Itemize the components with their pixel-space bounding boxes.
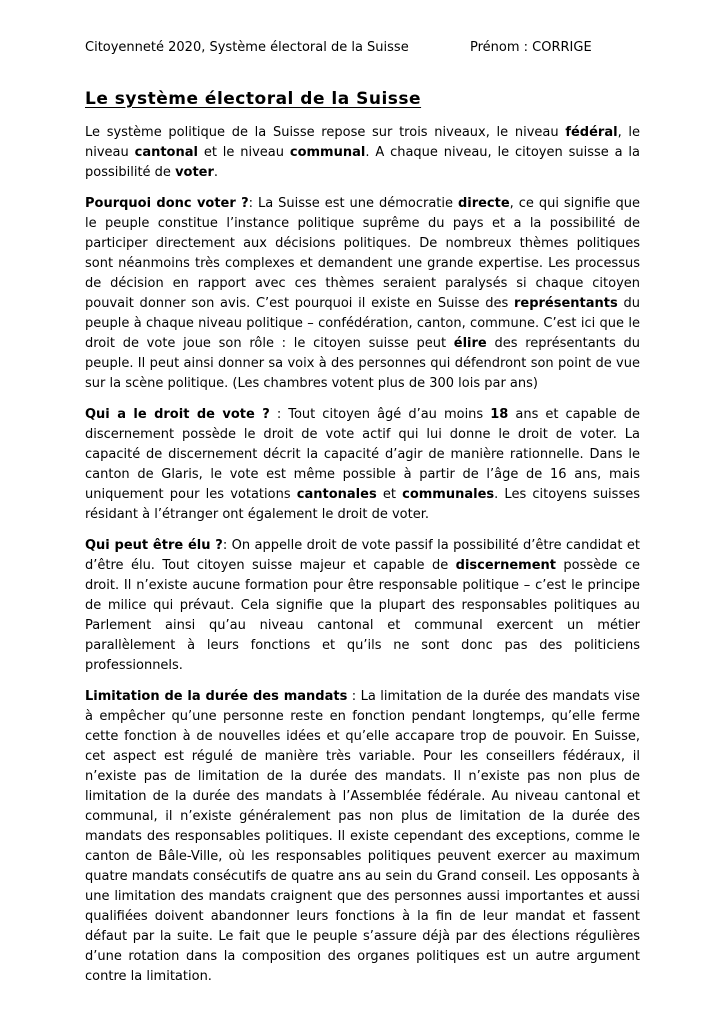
text-run: . Les citoyens suisses résidant à l’étranger ont également le droit de voter. [85,487,640,522]
text-run: : La Suisse est une démocratie [248,196,458,211]
header-name-label: Prénom : CORRIGE [470,40,592,55]
bold-text-run: 18 [490,407,509,422]
text-run: , le niveau [85,125,641,160]
bold-text-run: discernement [455,558,556,573]
text-run: et le niveau [197,145,290,160]
text-run: : La limitation de la durée des mandats vise à empêcher qu’une personne reste en fonction pendant longtemps, qu’elle ferme cette fonction à de nouvelles idées et qu’elle accapare trop de pouvoir. En Suisse, cet aspect est régulé de manière très variable. Pour les conseillers fédéraux, il n’existe pas de limitation de la durée des mandats. Il n’existe pas non plus de limitation de la durée des mandats à l’Assemblée fédérale. Au niveau cantonal et communal, il n’existe généralement pas non plus de limitation de la durée des mandats des responsables politiques. Il existe cependant des exceptions, comme le canton de Bâle-Ville, où les responsables politiques peuvent exercer au maximum quatre mandats consécutifs de quatre ans au sein du Grand conseil. Les opposants à une limitation des mandats craignent que des personnes aussi importantes et aussi qualifiées doivent abandonner leurs fonctions à la fin de leur mandat et fassent défaut par la suite. Le fait que le peuple s’assure déjà par des élections régulières d’une rotation dans la composition des organes politiques est un autre argument contre la limitation. [85,689,640,984]
bold-text-run: directe [457,196,510,211]
paragraph [85,536,640,676]
paragraph [85,687,640,987]
bold-text-run: communal [289,145,366,160]
bold-text-run: Pourquoi donc voter ? [85,196,249,211]
text-run: . A chaque niveau, le citoyen suisse a la possibilité de [85,145,641,180]
text-run: des représentants du peuple. Il peut ainsi donner sa voix à des personnes qui défendront son point de vue sur la scène politique. (Les chambres votent plus de 300 lois par ans) [85,336,640,391]
text-run: : Tout citoyen âgé d’au moins [269,407,491,422]
text-run: et [376,487,403,502]
paragraph [85,405,640,525]
bold-text-run: représentants [513,296,618,311]
bold-text-run: cantonales [296,487,377,502]
bold-text-run: Qui peut être élu ? [85,538,223,553]
text-run: du peuple à chaque niveau politique – confédération, canton, commune. C’est ici que le droit de vote joue son rôle : le citoyen suisse peut [85,296,640,351]
bold-text-run: fédéral [565,125,618,140]
text-run: Le système politique de la Suisse repose sur trois niveaux, le niveau [85,125,566,140]
bold-text-run: Limitation de la durée des mandats [85,689,348,704]
text-run: possède ce droit. Il n’existe aucune formation pour être responsable politique – c’est le principe de milice qui prévaut. Cela signifie que la plupart des responsables politiques au Parlement ainsi qu’au niveau cantonal et communal exercent un métier parallèlement à leurs fonctions et qu’ils ne sont donc pas des politiciens professionnels. [85,558,640,673]
bold-text-run: voter [175,165,214,180]
text-run: ans et capable de discernement possède le droit de vote actif qui lui donne le droit de voter. La capacité de discernement décrit la capacité d’agir de manière rationnelle. Dans le canton de Glaris, le vote est même possible à partir de l’âge de 16 ans, mais uniquement pour les votations [85,407,640,502]
text-run: : On appelle droit de vote passif la possibilité d’être candidat et d’être élu. Tout citoyen suisse majeur et capable de [85,538,640,573]
page-header [85,40,640,56]
text-run: , ce qui signifie que le peuple constitue l’instance politique suprême du pays et a la possibilité de participer directement aux décisions politiques. De nombreux thèmes politiques sont néanmoins très complexes et demandent une grande expertise. Les processus de décision en rapport avec ces thèmes seraient paralysés si chaque citoyen pouvait donner son avis. C’est pourquoi il existe en Suisse des [85,196,640,311]
bold-text-run: Qui a le droit de vote ? [85,407,270,422]
text-run: . [213,165,219,180]
document-title: Le système électoral de la Suisse [85,89,422,109]
header-course-label: Citoyenneté 2020, Système électoral de la Suisse [85,40,409,55]
bold-text-run: élire [453,336,487,351]
paragraph [85,194,640,394]
bold-text-run: cantonal [134,145,198,160]
paragraph [85,123,640,183]
document-body [85,123,640,987]
bold-text-run: communales [402,487,495,502]
